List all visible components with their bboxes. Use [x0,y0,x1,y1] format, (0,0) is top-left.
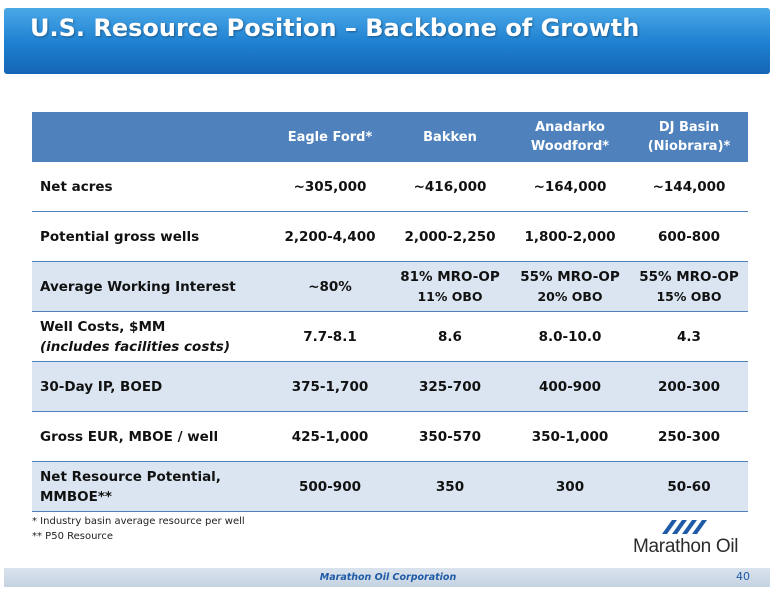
table-cell: 250-300 [630,412,748,462]
table-cell: 50-60 [630,462,748,512]
table-cell: ~144,000 [630,162,748,212]
logo-text: Marathon Oil [633,536,739,557]
cell-sub: 11% OBO [417,288,483,304]
table-cell [510,262,630,312]
table-cell: ~164,000 [510,162,630,212]
page-number: 40 [736,570,750,583]
column-header-eagle-ford: Eagle Ford* [270,112,390,162]
row-label: Potential gross wells [32,212,270,262]
table-cell [630,262,748,312]
cell-main: 81% MRO-OP [400,268,500,285]
table-cell: 7.7-8.1 [270,312,390,362]
table-cell: ~305,000 [270,162,390,212]
column-header-bakken: Bakken [390,112,510,162]
table-cell: 600-800 [630,212,748,262]
column-header-anadarko-woodford: Anadarko Woodford* [510,112,630,162]
cell-main: 55% MRO-OP [520,268,620,285]
table-row [32,262,748,312]
table-cell: ~416,000 [390,162,510,212]
table-cell: 2,000-2,250 [390,212,510,262]
table-cell: 500-900 [270,462,390,512]
table-cell [390,262,510,312]
table-cell: 350-1,000 [510,412,630,462]
marathon-oil-logo-icon [660,519,708,535]
table-cell: 8.6 [390,312,510,362]
row-label: Net Resource Potential, MMBOE** [32,462,270,512]
table-cell: 4.3 [630,312,748,362]
row-label [32,312,270,362]
cell-sub: 15% OBO [656,288,722,304]
table-cell: 8.0-10.0 [510,312,630,362]
row-label-note: (includes facilities costs) [40,338,231,355]
table-cell: 375-1,700 [270,362,390,412]
table-row [32,212,748,262]
table-row [32,462,748,512]
footer-company: Marathon Oil Corporation [319,572,457,583]
row-label: Gross EUR, MBOE / well [32,412,270,462]
table-cell: 350 [390,462,510,512]
row-label-main: Well Costs, $MM [40,318,166,335]
table-row [32,162,748,212]
column-header-dj-basin: DJ Basin (Niobrara)* [630,112,748,162]
resource-table [32,112,748,512]
row-label: Net acres [32,162,270,212]
table-cell: 1,800-2,000 [510,212,630,262]
table-header-row [32,112,748,162]
cell-sub: 20% OBO [537,288,603,304]
table-cell: 400-900 [510,362,630,412]
table-cell: ~80% [270,262,390,312]
table-row [32,412,748,462]
footnote-1: * Industry basin average resource per well [32,516,245,527]
table-cell: 325-700 [390,362,510,412]
column-header-empty [32,112,270,162]
footnote-2: ** P50 Resource [32,531,113,542]
table-row [32,362,748,412]
table-row [32,312,748,362]
table-cell: 425-1,000 [270,412,390,462]
row-label: 30-Day IP, BOED [32,362,270,412]
row-label: Average Working Interest [32,262,270,312]
table-cell: 350-570 [390,412,510,462]
slide-title: U.S. Resource Position – Backbone of Growth [30,14,640,42]
table-cell: 300 [510,462,630,512]
footnotes [32,514,245,544]
table-cell: 2,200-4,400 [270,212,390,262]
table-cell: 200-300 [630,362,748,412]
cell-main: 55% MRO-OP [639,268,739,285]
